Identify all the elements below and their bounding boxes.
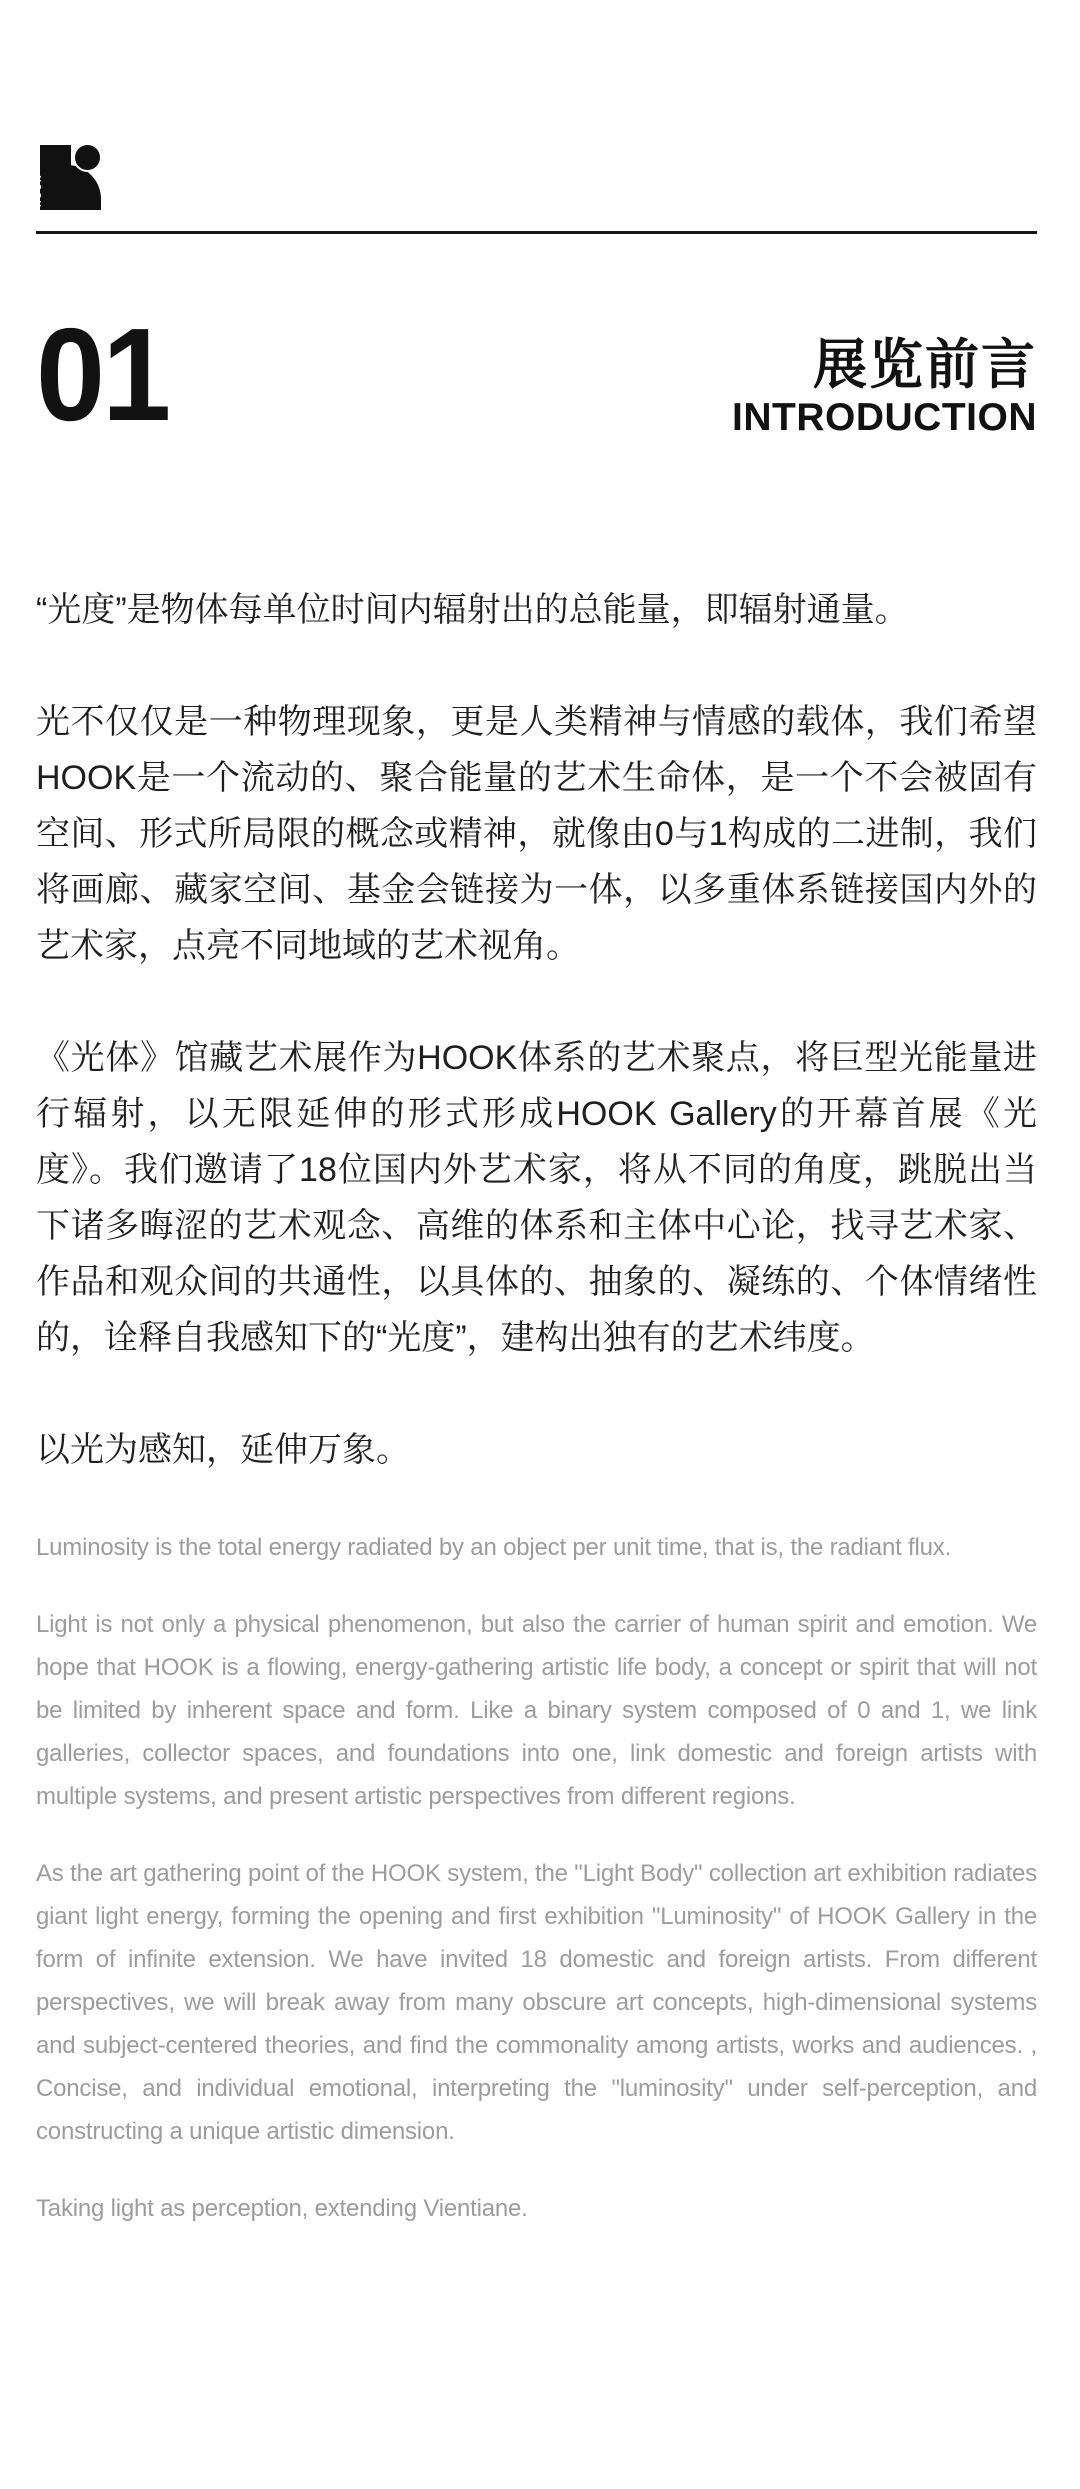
section-titles xyxy=(732,335,1037,441)
english-body xyxy=(36,1526,1037,2230)
hook-logo xyxy=(33,145,106,210)
hook-logo-ball xyxy=(73,143,102,172)
section-header xyxy=(36,301,1037,448)
section-number: 01 xyxy=(36,301,169,448)
chinese-body xyxy=(36,582,1037,1478)
section-title-zh: 展览前言 xyxy=(813,335,1037,395)
zh-paragraph-light-concept: 光不仅仅是一种物理现象，更是人类精神与情感的载体，我们希望HOOK是一个流动的、聚合能量的艺术生命体，是一个不会被固有空间、形式所局限的概念或精神，就像由0与1构成的二进制，我们将画廊、藏家空间、基金会链接为一体，以多重体系链接国内外的艺术家，点亮不同地域的艺术视角。 xyxy=(36,703,1037,965)
en-paragraph-luminosity-definition: Luminosity is the total energy radiated by an object per unit time, that is, the radiant flux. xyxy=(36,1534,952,1561)
zh-paragraph-closing-line: 以光为感知，延伸万象。 xyxy=(36,1431,410,1469)
article-content xyxy=(0,145,1080,2230)
en-paragraph-light-concept: Light is not only a physical phenomenon, but also the carrier of human spirit and emotion. We hope that HOOK is a flowing, energy-gathering artistic life body, a concept or spirit that will not be limited by inherent space and form. Like a binary system composed of 0 and 1, we link galleries, collector spaces, and foundations into one, link domestic and foreign artists with multiple systems, and present artistic perspectives from different regions. xyxy=(36,1611,1037,1810)
en-paragraph-closing-line: Taking light as perception, extending Vientiane. xyxy=(36,2195,528,2222)
hook-logo-leg xyxy=(66,165,101,210)
zh-paragraph-exhibition-intro: 《光体》馆藏艺术展作为HOOK体系的艺术聚点，将巨型光能量进行辐射，以无限延伸的形式形成HOOK Gallery的开幕首展《光度》。我们邀请了18位国内外艺术家，将从不同的角度，跳脱出当下诸多晦涩的艺术观念、高维的体系和主体中心论，找寻艺术家、作品和观众间的共通性，以具体的、抽象的、凝练的、个体情绪性的，诠释自我感知下的“光度”，建构出独有的艺术纬度。 xyxy=(36,1039,1037,1357)
section-title-en: INTRODUCTION xyxy=(732,396,1037,439)
zh-paragraph-luminosity-definition: “光度”是物体每单位时间内辐射出的总能量，即辐射通量。 xyxy=(36,591,909,629)
hook-logo-wordmark: HOOK xyxy=(33,174,43,207)
en-paragraph-exhibition-intro: As the art gathering point of the HOOK system, the "Light Body" collection art exhibition radiates giant light energy, forming the opening and first exhibition "Luminosity" of HOOK Gallery in the form of infinite extension. We have invited 18 domestic and foreign artists. From different perspectives, we will break away from many obscure art concepts, high-dimensional systems and subject-centered theories, and find the commonality among artists, works and audiences. , Concise, and individual emotional, interpreting the "luminosity" under self-perception, and constructing a unique artistic dimension. xyxy=(36,1860,1037,2145)
header-divider xyxy=(36,231,1037,234)
